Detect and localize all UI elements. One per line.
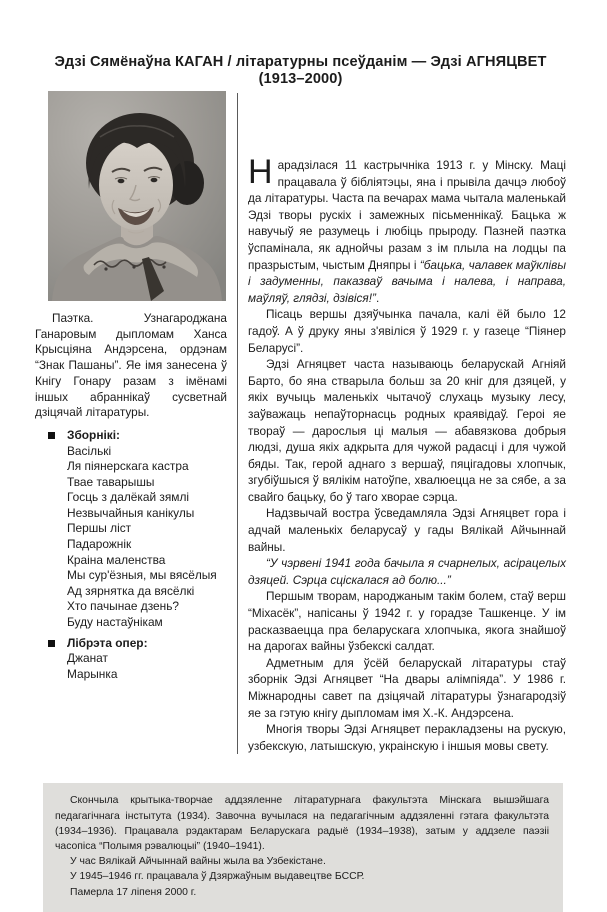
paragraph: Адметным для ўсёй беларускай літаратуры стаў зборнік Эдзі Агняцвет “На двары алімпіяда”. У 1986 г. Міжнародны савет па дзіцячай літаратуры ўзнагародзіў яе за гэтую кнігу дыпломам імя Х.-К. Андэрсена. — [248, 655, 566, 720]
photo-caption: Паэтка. Узнагароджана Ганаровым дыпломам Ханса Крысціяна Андэрсена, ордэнам “Знак Пашаны”. Яе імя занесена ў Кнігу Гонару разам з імёнамі іншых абраннікаў сусветнай дзіцячай літаратуры. — [35, 311, 227, 420]
page-title: Эдзі Сямёнаўна КАГАН / літаратурны псеўданім — Эдзі АГНЯЦВЕТ — [54, 54, 547, 70]
page-title-years: (1913–2000) — [258, 70, 343, 87]
works-list — [35, 444, 227, 631]
work-title: Васількі — [67, 443, 112, 458]
footer-line: У час Вялікай Айчыннай вайны жыла ва Узбекістане. — [70, 856, 326, 868]
square-bullet-icon — [48, 640, 55, 647]
section-heading: Лібрэта опер: — [67, 635, 148, 650]
work-title: Падарожнік — [67, 537, 132, 552]
work-title: Краіна маленства — [67, 552, 166, 567]
drop-cap: Н — [248, 153, 273, 191]
work-title: Буду настаўнікам — [67, 615, 163, 630]
page-header — [35, 54, 566, 87]
work-title: Госць з далёкай зямлі — [67, 490, 190, 505]
two-column-layout — [35, 91, 607, 754]
paragraph: Нарадзілася 11 кастрычніка 1913 г. у Мінску. Маці працавала ў бібліятэцы, яна і прывіла дачцэ любоў да літаратуры. Часта па вечарах мама чытала маленькай Эдзі творы рускіх і замежных пісьменнікаў. Бацька ж навучыў яе разумець і любіць прыроду. Пазней паэтка ўспамінала, як аднойчы разам з ім плыла на лодцы па празрыстым, чыстым Дняпры і “бацька, чалавек маўклівы і задуменны, паказваў вачыма і налева, і направа, маўляў, глядзі, дзівіся!”. — [248, 153, 567, 305]
paragraph: Першым творам, народжаным такім болем, стаў верш “Міхасёк”, напісаны ў 1942 г. у горадзе Ташкенце. У ім расказваецца пра беларускага хлопчыка, якога знайшоў на дарогах вайны ўзбекскі салдат. — [248, 589, 566, 654]
footer-line: Скончыла крытыка-творчае аддзяленне літаратурнага факультэта Мінскага вышэйшага педагагічнага інстытута (1934). Завочна вучылася на педагагічным аддзяленні гэтага факультэта (1934–1936). Працавала рэдактарам Беларускага радыё (1934–1938), затым у аддзеле паэзіі часопіса “Полымя рэвалюцыі” (1940–1941). — [55, 795, 549, 852]
works-lists — [35, 428, 227, 683]
paragraph: Пісаць вершы дзяўчынка пачала, калі ёй было 12 гадоў. А ў друку яны з'явіліся ў 1929 г. у газеце “Піянер Беларусі”. — [248, 307, 566, 355]
works-section-zborniki — [35, 428, 227, 631]
work-title: Першы ліст — [67, 521, 132, 536]
work-title: Ад зярнятка да вясёлкі — [67, 583, 195, 598]
footer-line: Памерла 17 ліпеня 2000 г. — [70, 886, 197, 898]
column-divider — [237, 93, 238, 754]
work-title: Незвычайныя канікулы — [67, 505, 195, 520]
biography-text — [248, 91, 566, 754]
works-list — [35, 651, 227, 682]
square-bullet-icon — [48, 432, 55, 439]
work-title: Хто пачынае дзень? — [67, 599, 180, 614]
work-title: Марынка — [67, 666, 118, 681]
work-title: Джанат — [67, 651, 108, 666]
quote-paragraph: “У чэрвені 1941 года бачыла я счарнелых, асірацелых дзяцей. Сэрца сціскалася ад болю...” — [248, 556, 566, 587]
paragraph: Эдзі Агняцвет часта называюць беларускай Агніяй Барто, бо яна стварыла больш за 20 кніг для дзяцей, у якіх вучыць маленькіх чытачоў слухаць музыку лесу, заўважаць непаўторнасць родных краявідаў. Героі яе твораў — дарослыя ці малыя — абавязкова добрыя людзі, душа якіх адкрыта для чужой радасці і для чужой бяды. Так, герой аднаго з вершаў, пяцігадовы хлопчык, згубіўшыся ў вялікім натоўпе, хвалюецца не за сябе, а за свайго бацьку, бо ў таго хворае сэрца. — [248, 357, 566, 504]
portrait-photo — [48, 91, 226, 301]
work-title: Твае таварышы — [67, 474, 155, 489]
works-section-librety — [35, 636, 227, 683]
footer-line: У 1945–1946 гг. працавала ў Дзяржаўным выдавецтве БССР. — [70, 871, 365, 883]
section-heading: Зборнікі: — [67, 427, 121, 442]
footer-note-box — [43, 783, 563, 911]
paragraph: Многія творы Эдзі Агняцвет перакладзены на рускую, узбекскую, латышскую, украінскую і іншыя мовы свету. — [248, 722, 566, 753]
left-column — [35, 91, 227, 754]
inline-quote: “бацька, чалавек маўклівы і задуменны, паказваў вачыма і налева, і направа, маўляў, глядзі, дзівіся!” — [248, 257, 567, 305]
paragraph: Надзвычай востра ўсведамляла Эдзі Агняцвет гора і адчай маленькіх беларусаў у гады Вялікай Айчыннай вайны. — [248, 506, 566, 554]
work-title: Ля піянерскага кастра — [67, 459, 189, 474]
work-title: Мы сур'ёзныя, мы вясёлыя — [67, 568, 217, 583]
